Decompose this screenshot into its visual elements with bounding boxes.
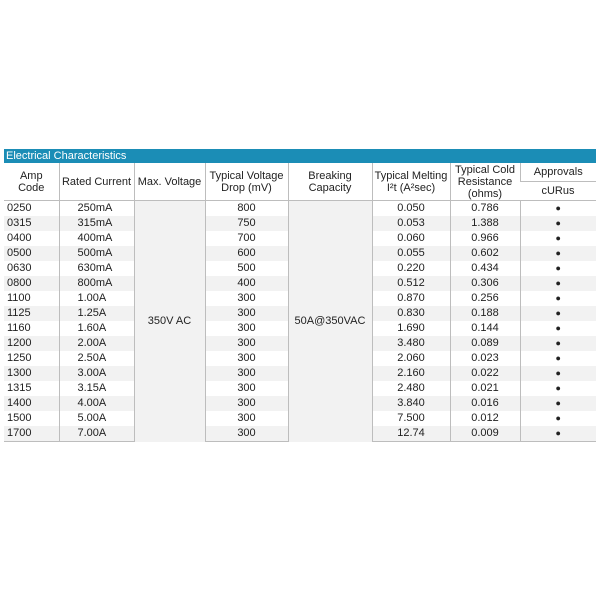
- melting-i2t-cell: 12.74: [372, 426, 450, 442]
- cold-resistance-cell: 0.021: [450, 381, 520, 396]
- voltage-drop-cell: 300: [205, 381, 288, 396]
- cold-resistance-cell: 0.012: [450, 411, 520, 426]
- voltage-drop-cell: 300: [205, 306, 288, 321]
- amp-code-cell: 0315: [4, 216, 59, 231]
- approval-cell: [520, 201, 596, 217]
- amp-code-cell: 1500: [4, 411, 59, 426]
- approval-dot-icon: ●: [555, 383, 561, 393]
- approval-dot-icon: ●: [555, 248, 561, 258]
- approval-dot-icon: ●: [555, 428, 561, 438]
- rated-current-cell: 2.00A: [59, 336, 134, 351]
- voltage-drop-cell: 300: [205, 366, 288, 381]
- approval-cell: [520, 231, 596, 246]
- approval-cell: [520, 261, 596, 276]
- amp-code-cell: 0800: [4, 276, 59, 291]
- amp-code-cell: 0400: [4, 231, 59, 246]
- cold-resistance-cell: 0.966: [450, 231, 520, 246]
- voltage-drop-cell: 300: [205, 426, 288, 442]
- approval-cell: [520, 336, 596, 351]
- voltage-drop-cell: 600: [205, 246, 288, 261]
- cold-resistance-cell: 0.306: [450, 276, 520, 291]
- melting-i2t-cell: 0.830: [372, 306, 450, 321]
- rated-current-cell: 800mA: [59, 276, 134, 291]
- melting-i2t-cell: 0.055: [372, 246, 450, 261]
- approval-dot-icon: ●: [555, 338, 561, 348]
- cold-resistance-cell: 0.022: [450, 366, 520, 381]
- rated-current-cell: 500mA: [59, 246, 134, 261]
- header-melting-i2t: Typical Melting I²t (A²sec): [372, 163, 450, 201]
- melting-i2t-cell: 1.690: [372, 321, 450, 336]
- header-max-voltage: Max. Voltage: [134, 163, 205, 201]
- approval-dot-icon: ●: [555, 308, 561, 318]
- amp-code-cell: 1300: [4, 366, 59, 381]
- cold-resistance-cell: 1.388: [450, 216, 520, 231]
- voltage-drop-cell: 750: [205, 216, 288, 231]
- cold-resistance-cell: 0.016: [450, 396, 520, 411]
- voltage-drop-cell: 300: [205, 321, 288, 336]
- approval-dot-icon: ●: [555, 398, 561, 408]
- approval-dot-icon: ●: [555, 233, 561, 243]
- melting-i2t-cell: 0.060: [372, 231, 450, 246]
- cold-resistance-cell: 0.786: [450, 201, 520, 217]
- voltage-drop-cell: 300: [205, 396, 288, 411]
- approval-cell: [520, 216, 596, 231]
- header-amp-code: Amp Code: [4, 163, 59, 201]
- table-body: [4, 201, 596, 442]
- voltage-drop-cell: 700: [205, 231, 288, 246]
- melting-i2t-cell: 2.480: [372, 381, 450, 396]
- rated-current-cell: 7.00A: [59, 426, 134, 442]
- approval-cell: [520, 396, 596, 411]
- approval-cell: [520, 306, 596, 321]
- header-curus: cURus: [520, 182, 596, 201]
- breaking-capacity-cell: 50A@350VAC: [288, 201, 372, 442]
- voltage-drop-cell: 400: [205, 276, 288, 291]
- approval-cell: [520, 351, 596, 366]
- cold-resistance-cell: 0.188: [450, 306, 520, 321]
- rated-current-cell: 5.00A: [59, 411, 134, 426]
- header-approvals: Approvals: [520, 163, 596, 182]
- electrical-characteristics-table: [4, 163, 596, 442]
- melting-i2t-cell: 3.480: [372, 336, 450, 351]
- amp-code-cell: 0250: [4, 201, 59, 217]
- approval-dot-icon: ●: [555, 293, 561, 303]
- rated-current-cell: 250mA: [59, 201, 134, 217]
- voltage-drop-cell: 500: [205, 261, 288, 276]
- melting-i2t-cell: 2.060: [372, 351, 450, 366]
- melting-i2t-cell: 0.220: [372, 261, 450, 276]
- approval-dot-icon: ●: [555, 413, 561, 423]
- amp-code-cell: 1250: [4, 351, 59, 366]
- approval-cell: [520, 291, 596, 306]
- approval-cell: [520, 246, 596, 261]
- voltage-drop-cell: 300: [205, 351, 288, 366]
- voltage-drop-cell: 300: [205, 411, 288, 426]
- approval-cell: [520, 381, 596, 396]
- approval-dot-icon: ●: [555, 353, 561, 363]
- amp-code-cell: 1125: [4, 306, 59, 321]
- amp-code-cell: 1700: [4, 426, 59, 442]
- rated-current-cell: 1.60A: [59, 321, 134, 336]
- approval-dot-icon: ●: [555, 278, 561, 288]
- header-cold-resistance: Typical Cold Resistance (ohms): [450, 163, 520, 201]
- cold-resistance-cell: 0.256: [450, 291, 520, 306]
- header-breaking-capacity: Breaking Capacity: [288, 163, 372, 201]
- header-voltage-drop: Typical Voltage Drop (mV): [205, 163, 288, 201]
- cold-resistance-cell: 0.602: [450, 246, 520, 261]
- melting-i2t-cell: 0.053: [372, 216, 450, 231]
- melting-i2t-cell: 0.512: [372, 276, 450, 291]
- voltage-drop-cell: 300: [205, 291, 288, 306]
- table-row: [4, 201, 596, 217]
- approval-cell: [520, 321, 596, 336]
- rated-current-cell: 1.25A: [59, 306, 134, 321]
- max-voltage-cell: 350V AC: [134, 201, 205, 442]
- rated-current-cell: 3.00A: [59, 366, 134, 381]
- approval-cell: [520, 276, 596, 291]
- amp-code-cell: 0500: [4, 246, 59, 261]
- amp-code-cell: 1160: [4, 321, 59, 336]
- amp-code-cell: 1100: [4, 291, 59, 306]
- rated-current-cell: 3.15A: [59, 381, 134, 396]
- amp-code-cell: 1315: [4, 381, 59, 396]
- amp-code-cell: 1200: [4, 336, 59, 351]
- approval-dot-icon: ●: [555, 203, 561, 213]
- melting-i2t-cell: 7.500: [372, 411, 450, 426]
- approval-cell: [520, 366, 596, 381]
- header-rated-current: Rated Current: [59, 163, 134, 201]
- cold-resistance-cell: 0.023: [450, 351, 520, 366]
- cold-resistance-cell: 0.144: [450, 321, 520, 336]
- rated-current-cell: 400mA: [59, 231, 134, 246]
- voltage-drop-cell: 300: [205, 336, 288, 351]
- approval-dot-icon: ●: [555, 368, 561, 378]
- rated-current-cell: 4.00A: [59, 396, 134, 411]
- approval-dot-icon: ●: [555, 218, 561, 228]
- cold-resistance-cell: 0.089: [450, 336, 520, 351]
- cold-resistance-cell: 0.009: [450, 426, 520, 442]
- rated-current-cell: 2.50A: [59, 351, 134, 366]
- amp-code-cell: 0630: [4, 261, 59, 276]
- cold-resistance-cell: 0.434: [450, 261, 520, 276]
- approval-cell: [520, 426, 596, 442]
- melting-i2t-cell: 0.870: [372, 291, 450, 306]
- melting-i2t-cell: 0.050: [372, 201, 450, 217]
- rated-current-cell: 630mA: [59, 261, 134, 276]
- section-title: Electrical Characteristics: [4, 149, 596, 163]
- rated-current-cell: 315mA: [59, 216, 134, 231]
- approval-dot-icon: ●: [555, 323, 561, 333]
- melting-i2t-cell: 2.160: [372, 366, 450, 381]
- melting-i2t-cell: 3.840: [372, 396, 450, 411]
- rated-current-cell: 1.00A: [59, 291, 134, 306]
- voltage-drop-cell: 800: [205, 201, 288, 217]
- amp-code-cell: 1400: [4, 396, 59, 411]
- approval-dot-icon: ●: [555, 263, 561, 273]
- approval-cell: [520, 411, 596, 426]
- electrical-characteristics-panel: [4, 149, 596, 442]
